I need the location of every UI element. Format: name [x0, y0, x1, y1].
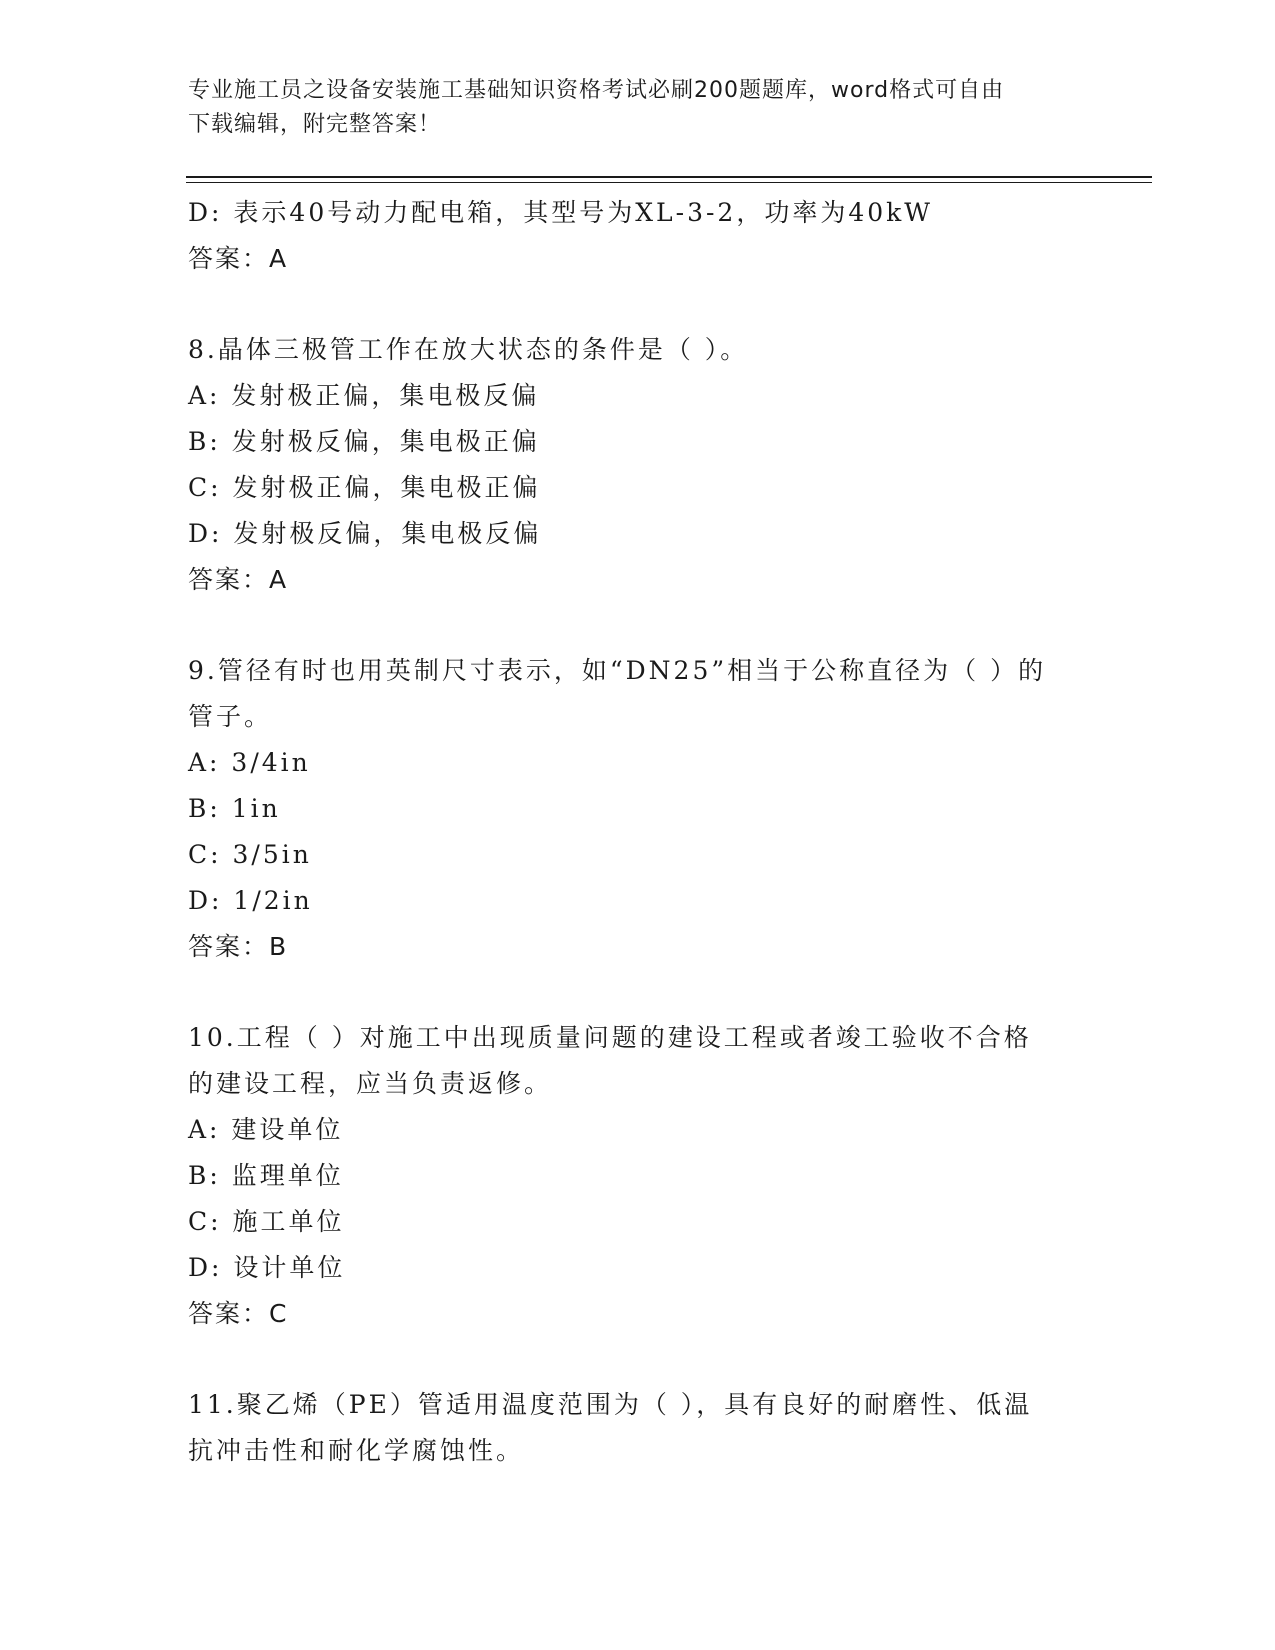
- question-stem-line-1: 10.工程（ ）对施工中出现质量问题的建设工程或者竣工验收不合格: [188, 1023, 1032, 1052]
- option-c: C: 发射极正偏，集电极正偏: [188, 473, 541, 502]
- question-stem-line-2: 抗冲击性和耐化学腐蚀性。: [188, 1436, 525, 1465]
- option-a: A: 发射极正偏，集电极反偏: [188, 381, 540, 410]
- option-b: B: 发射极反偏，集电极正偏: [188, 427, 540, 456]
- answer-line: 答案：B: [188, 932, 289, 961]
- header-line-1: 专业施工员之设备安装施工基础知识资格考试必刷200题题库，word格式可自由: [188, 78, 1005, 103]
- question-block-7: [188, 190, 1088, 282]
- option-d: D: 设计单位: [188, 1253, 346, 1282]
- question-stem-line-2: 管子。: [188, 702, 273, 731]
- option-a: A: 建设单位: [188, 1115, 344, 1144]
- question-block-9: [188, 648, 1088, 970]
- option-a: A: 3/4in: [188, 748, 311, 777]
- spacer: [188, 282, 1088, 327]
- question-stem-line-2: 的建设工程，应当负责返修。: [188, 1069, 553, 1098]
- answer-line: 答案：A: [188, 244, 289, 273]
- question-block-10: [188, 1015, 1088, 1337]
- answer-line: 答案：C: [188, 1299, 289, 1328]
- option-b: B: 1in: [188, 794, 281, 823]
- header-divider-thin: [186, 182, 1152, 183]
- header-line-2: 下载编辑，附完整答案！: [188, 112, 442, 137]
- option-d: D: 1/2in: [188, 886, 313, 915]
- question-block-11: [188, 1382, 1088, 1474]
- option-c: C: 施工单位: [188, 1207, 345, 1236]
- question-stem-line-1: 11.聚乙烯（PE）管适用温度范围为（ ），具有良好的耐磨性、低温: [188, 1390, 1033, 1419]
- option-d: D: 发射极反偏，集电极反偏: [188, 519, 542, 548]
- question-block-8: [188, 327, 1088, 603]
- option-c: C: 3/5in: [188, 840, 312, 869]
- question-list: [188, 190, 1088, 1474]
- question-stem-line-1: 9.管径有时也用英制尺寸表示，如“DN25”相当于公称直径为（ ）的: [188, 656, 1047, 685]
- spacer: [188, 603, 1088, 648]
- option-b: B: 监理单位: [188, 1161, 344, 1190]
- spacer: [188, 970, 1088, 1015]
- option-d: D: 表示40号动力配电箱，其型号为XL-3-2，功率为40kW: [188, 198, 933, 227]
- answer-line: 答案：A: [188, 565, 289, 594]
- document-header: [188, 74, 1068, 142]
- spacer: [188, 1337, 1088, 1382]
- header-divider-thick: [186, 176, 1152, 178]
- question-stem: 8.晶体三极管工作在放大状态的条件是（ ）。: [188, 335, 749, 364]
